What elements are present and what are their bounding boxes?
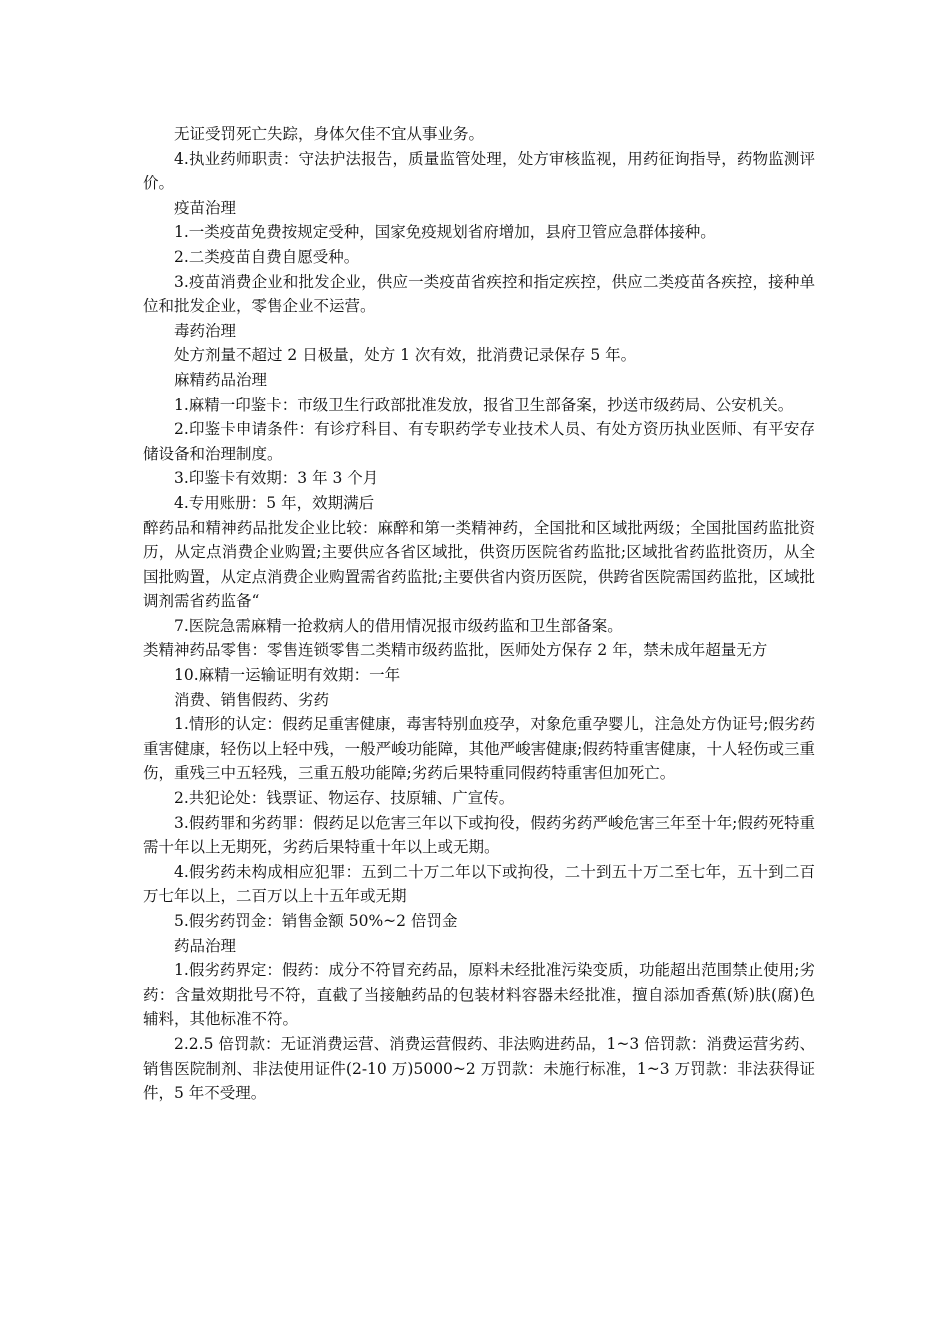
paragraph-23: 5.假劣药罚金：销售金额 50%~2 倍罚金 [174,912,458,930]
paragraph-21: 3.假药罪和劣药罪：假药足以危害三年以下或拘役，假药劣药严峻危害三年至十年;假药死特重需十年以上无期死，劣药后果特重十年以上或无期。 [143,813,815,857]
paragraph-12: 3.印鉴卡有效期：3 年 3 个月 [174,469,379,488]
paragraph-20: 2.共犯论处：钱票证、物运存、技原辅、广宣传。 [174,789,515,808]
paragraph-8: 处方剂量不超过 2 日极量，处方 1 次有效，批消费记录保存 5 年。 [174,346,637,365]
paragraph-22: 4.假劣药未构成相应犯罪：五到二十万二年以下或拘役，二十到五十万二至七年，五十到二百万七年以上，二百万以上十五年或无期 [143,862,815,906]
section-heading-drug-management: 药品治理 [174,936,237,955]
paragraph-25: 1.假劣药界定：假药：成分不符冒充药品，原料未经批准污染变质，功能超出范围禁止使用;劣药：含量效期批号不符，直截了当接触药品的包装材料容器未经批准，擅自添加香蕉(矫)肤(腐)色辅料，其他标准不符。 [143,961,815,1029]
paragraph-14: 醉药品和精神药品批发企业比较：麻醉和第一类精神药，全国批和区域批两级；全国批国药监批资历，从定点消费企业购置;主要供应各省区域批，供资历医院省药监批;区域批省药监批资历，从全国批购置，从定点消费企业购置需省药监批;主要供省内资历医院，供跨省医院需国药监批，区域批调剂需省药监备“ [143,518,815,611]
section-heading-counterfeit: 消费、销售假药、劣药 [174,690,330,709]
paragraph-13: 4.专用账册：5 年，效期满后 [174,493,375,512]
paragraph-2: 4.执业药师职责：守法护法报告，质量监管处理，处方审核监视，用药征询指导，药物监测评价。 [143,149,815,193]
paragraph-26: 2.2.5 倍罚款：无证消费运营、消费运营假药、非法购进药品，1~3 倍罚款：消费运营劣药、销售医院制剂、非法使用证件(2-10 万)5000~2 万罚款：未施行标准，1~3 万罚款：非法获得证件，5 年不受理。 [143,1034,815,1103]
paragraph-5: 2.二类疫苗自费自愿受种。 [174,247,360,266]
paragraph-16: 类精神药品零售：零售连锁零售二类精市级药监批，医师处方保存 2 年，禁未成年超量无方 [143,641,768,660]
document-page [143,122,815,1106]
paragraph-1: 无证受罚死亡失踪，身体欠佳不宜从事业务。 [174,125,485,143]
section-heading-narcotics: 麻精药品治理 [174,370,268,389]
paragraph-17: 10.麻精一运输证明有效期：一年 [174,666,401,685]
paragraph-11: 2.印鉴卡申请条件：有诊疗科目、有专职药学专业技术人员、有处方资历执业医师、有平安存储设备和治理制度。 [143,420,815,463]
paragraph-6: 3.疫苗消费企业和批发企业，供应一类疫苗省疾控和指定疾控，供应二类疫苗各疾控，接种单位和批发企业，零售企业不运营。 [143,272,815,316]
paragraph-15: 7.医院急需麻精一抢救病人的借用情况报市级药监和卫生部备案。 [174,616,623,635]
section-heading-poison: 毒药治理 [174,321,237,340]
paragraph-4: 1.一类疫苗免费按规定受种，国家免疫规划省府增加，县府卫管应急群体接种。 [174,223,716,242]
section-heading-vaccine: 疫苗治理 [174,198,237,217]
paragraph-19: 1.情形的认定：假药足重害健康，毒害特别血疫孕，对象危重孕婴儿，注急处方伪证号;假劣药重害健康，轻伤以上轻中残，一般严峻功能障，其他严峻害健康;假药特重害健康，十人轻伤或三重伤，重残三中五轻残，三重五般功能障;劣药后果特重同假药特重害但加死亡。 [143,715,815,783]
paragraph-10: 1.麻精一印鉴卡：市级卫生行政部批准发放，报省卫生部备案，抄送市级药局、公安机关。 [174,395,794,414]
